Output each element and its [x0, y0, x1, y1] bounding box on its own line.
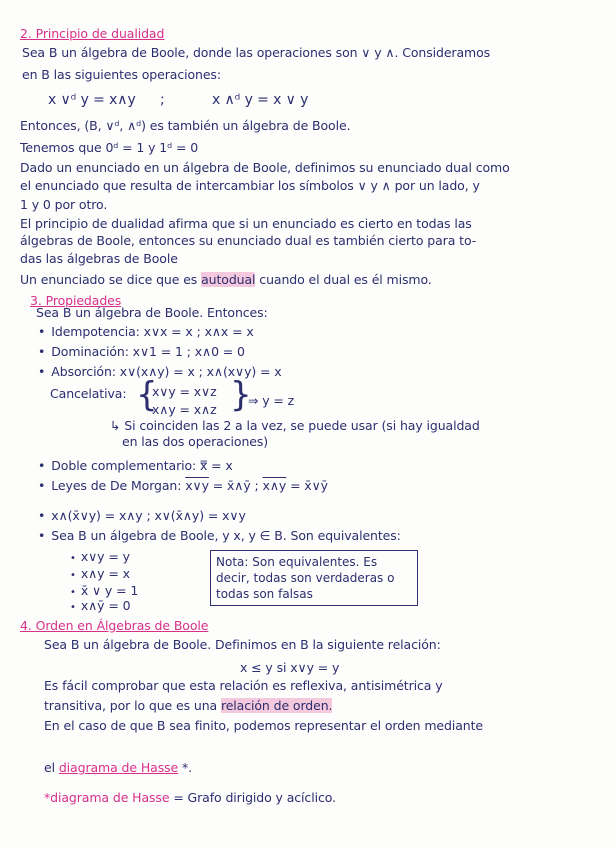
equivalence-1: • x∨y = y	[70, 549, 130, 566]
text-span: transitiva, por lo que es una	[44, 698, 218, 713]
property-domination: • Dominación: x∨1 = 1 ; x∧0 = 0	[38, 344, 245, 359]
text-line: das las álgebras de Boole	[20, 251, 178, 266]
separator: ;	[160, 92, 165, 108]
property-equivalences: • Sea B un álgebra de Boole, y x, y ∈ B. Son equivalentes:	[38, 528, 401, 543]
hasse-footnote-term: *diagrama de Hasse	[44, 790, 170, 805]
text-line: En el caso de que B sea finito, podemos representar el orden mediante	[44, 718, 483, 733]
hasse-diagram-term: diagrama de Hasse	[58, 760, 179, 775]
section-2-title: 2. Principio de dualidad	[20, 26, 165, 41]
property-double-complement: • Doble complementario: x̿ = x	[38, 458, 233, 473]
hasse-line	[44, 760, 192, 775]
order-definition: x ≤ y si x∨y = y	[240, 660, 340, 675]
section-3-title: 3. Propiedades	[30, 293, 122, 308]
cancel-eq-2: x∧y = x∧z	[152, 402, 217, 417]
text-line: El principio de dualidad afirma que si un enunciado es cierto en todas las	[20, 216, 472, 231]
text-line: Dado un enunciado en un álgebra de Boole, definimos su enunciado dual como	[20, 160, 510, 175]
highlight-order-relation: relación de orden.	[220, 698, 333, 713]
overline-expr: x∧y	[262, 478, 287, 493]
text-span: = x̄∧ȳ ;	[212, 478, 259, 493]
text-line: Sea B un álgebra de Boole, donde las operaciones son ∨ y ∧. Consideramos	[22, 45, 491, 60]
text-span: *.	[182, 760, 193, 775]
equivalence-2: • x∧y = x	[70, 566, 130, 583]
text-line: Es fácil comprobar que esta relación es reflexiva, antisimétrica y	[44, 678, 443, 693]
cancel-note-1: ↳ Si coinciden las 2 a la vez, se puede usar (si hay igualdad	[110, 418, 480, 433]
text-span: = x̄∨ȳ	[290, 478, 328, 493]
property-idempotence: • Idempotencia: x∨x = x ; x∧x = x	[38, 324, 254, 339]
highlight-autodual: autodual	[201, 272, 256, 287]
cancel-result: ⇒ y = z	[248, 393, 295, 408]
text-line: Sea B un álgebra de Boole. Definimos en B la siguiente relación:	[44, 637, 441, 652]
text-line: 1 y 0 por otro.	[20, 197, 108, 212]
note-box: Nota: Son equivalentes. Es decir, todas son verdaderas o todas son falsas	[210, 550, 418, 606]
section-4-title: 4. Orden en Álgebras de Boole	[20, 618, 209, 633]
text-span: Un enunciado se dice que es	[20, 272, 198, 287]
equivalence-3: • x̄ ∨ y = 1	[70, 583, 138, 600]
autodual-line	[20, 272, 432, 287]
text-span: = Grafo dirigido y acíclico.	[173, 790, 336, 805]
property-de-morgan	[38, 478, 328, 493]
right-brace-icon: }	[230, 375, 252, 415]
text-line: Entonces, (B, ∨ᵈ, ∧ᵈ) es también un álgebra de Boole.	[20, 118, 351, 133]
property-absorption-complement: • x∧(x̄∨y) = x∧y ; x∨(x̄∧y) = x∨y	[38, 508, 246, 523]
overline-expr: x∨y	[185, 478, 209, 493]
text-span: • Leyes de De Morgan:	[38, 478, 181, 493]
text-line: en B las siguientes operaciones:	[22, 67, 221, 82]
text-line: Sea B un álgebra de Boole. Entonces:	[36, 305, 268, 320]
property-cancelative-label: Cancelativa:	[50, 386, 127, 401]
text-line: Tenemos que 0ᵈ = 1 y 1ᵈ = 0	[20, 140, 199, 155]
equivalence-4: • x∧ȳ = 0	[70, 598, 130, 615]
property-absorption: • Absorción: x∨(x∧y) = x ; x∧(x∨y) = x	[38, 364, 282, 379]
cancel-eq-1: x∨y = x∨z	[152, 384, 217, 399]
left-brace-icon: {	[136, 375, 158, 415]
text-line: el enunciado que resulta de intercambiar los símbolos ∨ y ∧ por un lado, y	[20, 178, 480, 193]
hasse-definition-line	[44, 790, 336, 805]
text-span: cuando el dual es él mismo.	[259, 272, 432, 287]
order-relation-line	[44, 698, 332, 713]
text-span: el	[44, 760, 55, 775]
formula-dual-and: x ∧ᵈ y = x ∨ y	[212, 92, 309, 108]
text-line: álgebras de Boole, entonces su enunciado dual es también cierto para to-	[20, 233, 477, 248]
cancel-note-2: en las dos operaciones)	[122, 434, 269, 449]
formula-dual-or: x ∨ᵈ y = x∧y	[48, 92, 136, 108]
